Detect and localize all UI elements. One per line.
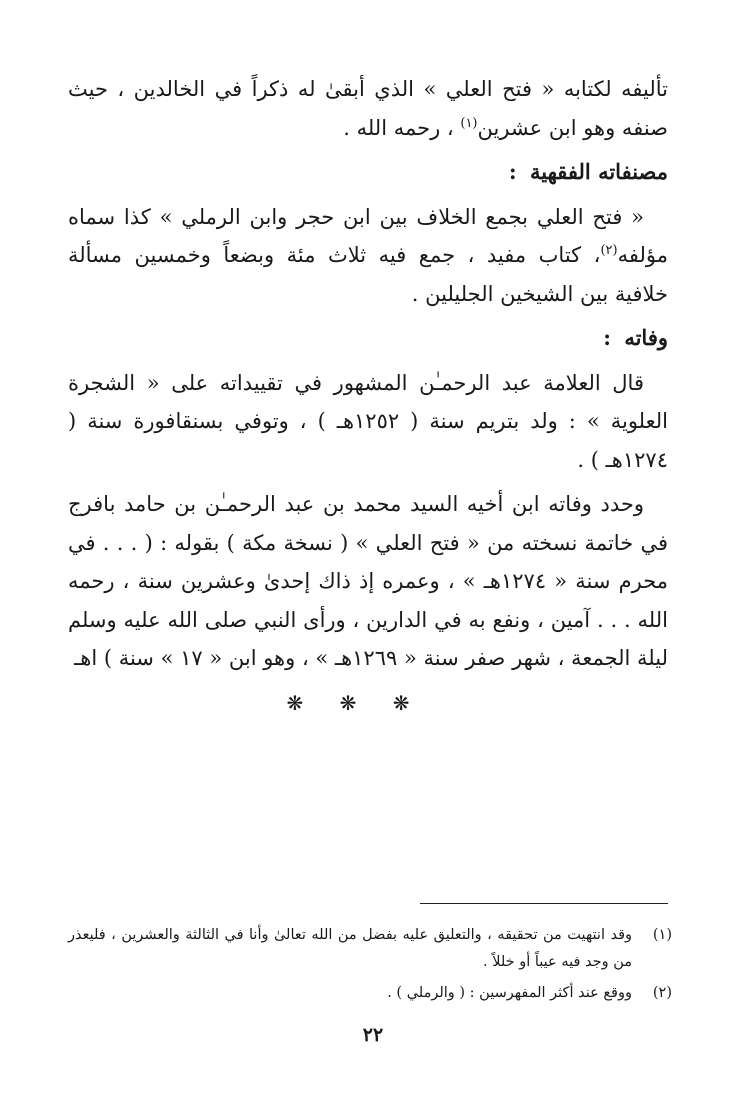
footnote-ref-1[interactable]: (١) [460, 115, 478, 131]
paragraph-intro-text-end: ، رحمه الله . [343, 115, 461, 140]
section-heading-works [68, 153, 668, 192]
footnote-1 [68, 922, 672, 976]
section-heading-death-colon: : [603, 325, 611, 350]
footnote-divider [420, 903, 668, 904]
main-text [68, 70, 668, 722]
footnote-1-number: (١) [652, 927, 672, 943]
section-heading-death [68, 319, 668, 358]
paragraph-death-2: وحدد وفاته ابن أخيه السيد محمد بن عبد الرحمـٰن بن حامد بافرج في خاتمة نسخته من « فتح العلي » ( نسخة مكة ) بقوله : ( . . . في محرم سنة « ١٢٧٤هـ » ، وعمره إذ ذاك إحدىٰ وعشرين سنة ، رحمه الله . . . آمين ، ونفع به في الدارين ، ورأى النبي صلى الله عليه وسلم ليلة الجمعة ، شهر صفر سنة « ١٢٦٩هـ » ، وهو ابن « ١٧ » سنة ) اهـ [68, 492, 668, 670]
footnote-ref-2[interactable]: (٢) [600, 243, 618, 258]
footnote-2-number: (٢) [652, 985, 672, 1001]
paragraph-intro-text: تأليفه لكتابه « فتح العلي » الذي أبقىٰ له ذكراً في الخالدين ، حيث صنفه وهو ابن عشرين [68, 77, 668, 140]
paragraph-works [68, 198, 668, 314]
paragraph-works-text: « فتح العلي بجمع الخلاف بين ابن حجر وابن الرملي » كذا سماه مؤلفه [68, 204, 668, 267]
footnote-2 [68, 980, 672, 1007]
section-heading-works-text: مصنفاته الفقهية [530, 159, 668, 184]
page-number: ٢٢ [362, 1024, 384, 1046]
footnote-2-text: ووقع عند أكثر المفهرسين : ( والرملي ) . [387, 985, 632, 1001]
paragraph-intro [68, 70, 668, 147]
footnote-1-text: وقد انتهيت من تحقيقه ، والتعليق عليه بفضل من الله تعالىٰ وأنا في الثالثة والعشرين ، فليعذر من وجد فيه عيباً أو خللاً . [68, 927, 632, 970]
section-separator-stars: ❋ ❋ ❋ [286, 690, 410, 715]
footnotes [68, 922, 672, 1011]
section-heading-works-colon: : [508, 159, 517, 184]
paragraph-death-1: قال العلامة عبد الرحمـٰن المشهور في تقييداته على « الشجرة العلوية » : ولد بتريم سنة ( ١٢٥٢هـ ) ، وتوفي بسنقافورة سنة ( ١٢٧٤هـ ) . [68, 370, 668, 472]
section-heading-death-text: وفاته [624, 325, 668, 350]
paragraph-works-text-end: ، كتاب مفيد ، جمع فيه ثلاث مئة وبضعاً وخمسين مسألة خلافية بين الشيخين الجليلين . [68, 243, 668, 306]
